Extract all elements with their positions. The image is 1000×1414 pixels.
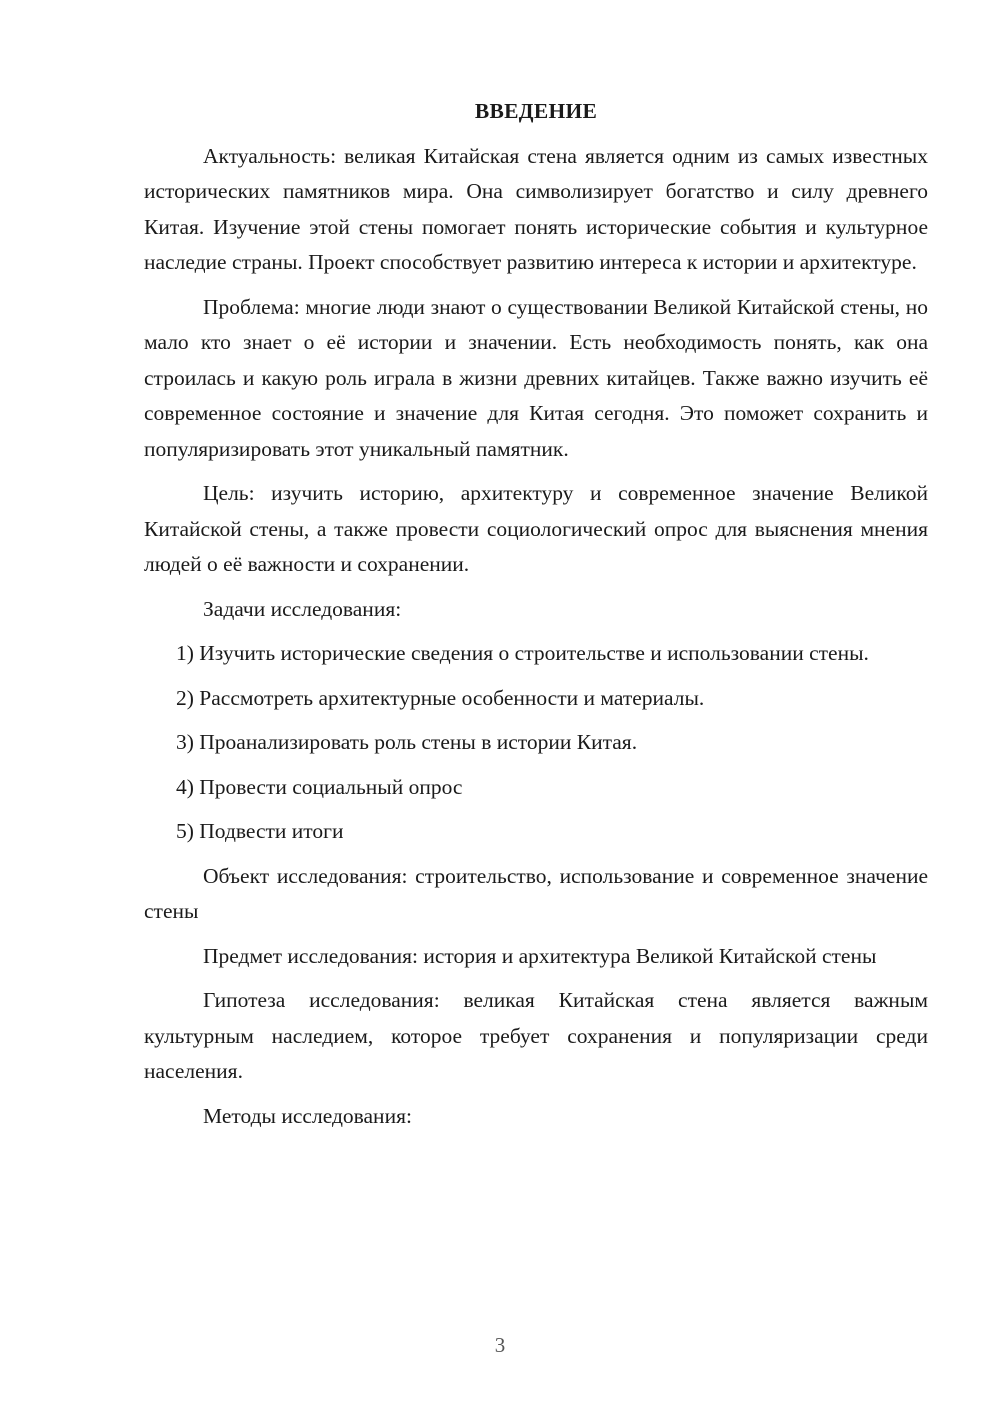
hypothesis-paragraph: Гипотеза исследования: великая Китайская стена является важным культурным наследием, которое требует сохранения и популяризации среди населения. bbox=[144, 988, 928, 1083]
subject-paragraph: Предмет исследования: история и архитектура Великой Китайской стены bbox=[203, 943, 877, 968]
page-title: ВВЕДЕНИЕ bbox=[474, 99, 598, 123]
task-item-3: 3) Проанализировать роль стены в истории Китая. bbox=[176, 730, 638, 754]
task-item-5: 5) Подвести итоги bbox=[176, 819, 344, 843]
task-item-4: 4) Провести социальный опрос bbox=[176, 774, 463, 799]
document-page bbox=[144, 94, 928, 1143]
relevance-paragraph: Актуальность: великая Китайская стена является одним из самых известных исторических памятников мира. Она символизирует богатство и силу древнего Китая. Изучение этой стены помогает понять исторические события и культурное наследие страны. Проект способствует развитию интереса к истории и архитектуре. bbox=[144, 143, 928, 274]
problem-paragraph: Проблема: многие люди знают о существовании Великой Китайской стены, но мало кто знает о её истории и значении. Есть необходимость понять, как она строилась и какую роль играла в жизни древних китайцев. Также важно изучить её современное состояние и значение для Китая сегодня. Это поможет сохранить и популяризировать этот уникальный памятник. bbox=[144, 294, 928, 461]
task-item-2: 2) Рассмотреть архитектурные особенности и материалы. bbox=[176, 685, 705, 710]
goal-paragraph: Цель: изучить историю, архитектуру и современное значение Великой Китайской стены, а также провести социологический опрос для выяснения мнения людей о её важности и сохранении. bbox=[144, 481, 928, 576]
methods-heading: Методы исследования: bbox=[203, 1103, 412, 1128]
object-paragraph: Объект исследования: строительство, использование и современное значение стены bbox=[144, 863, 928, 923]
task-item-1: 1) Изучить исторические сведения о строительстве и использовании стены. bbox=[176, 641, 869, 665]
page-number: 3 bbox=[494, 1333, 506, 1357]
tasks-heading: Задачи исследования: bbox=[203, 596, 402, 621]
